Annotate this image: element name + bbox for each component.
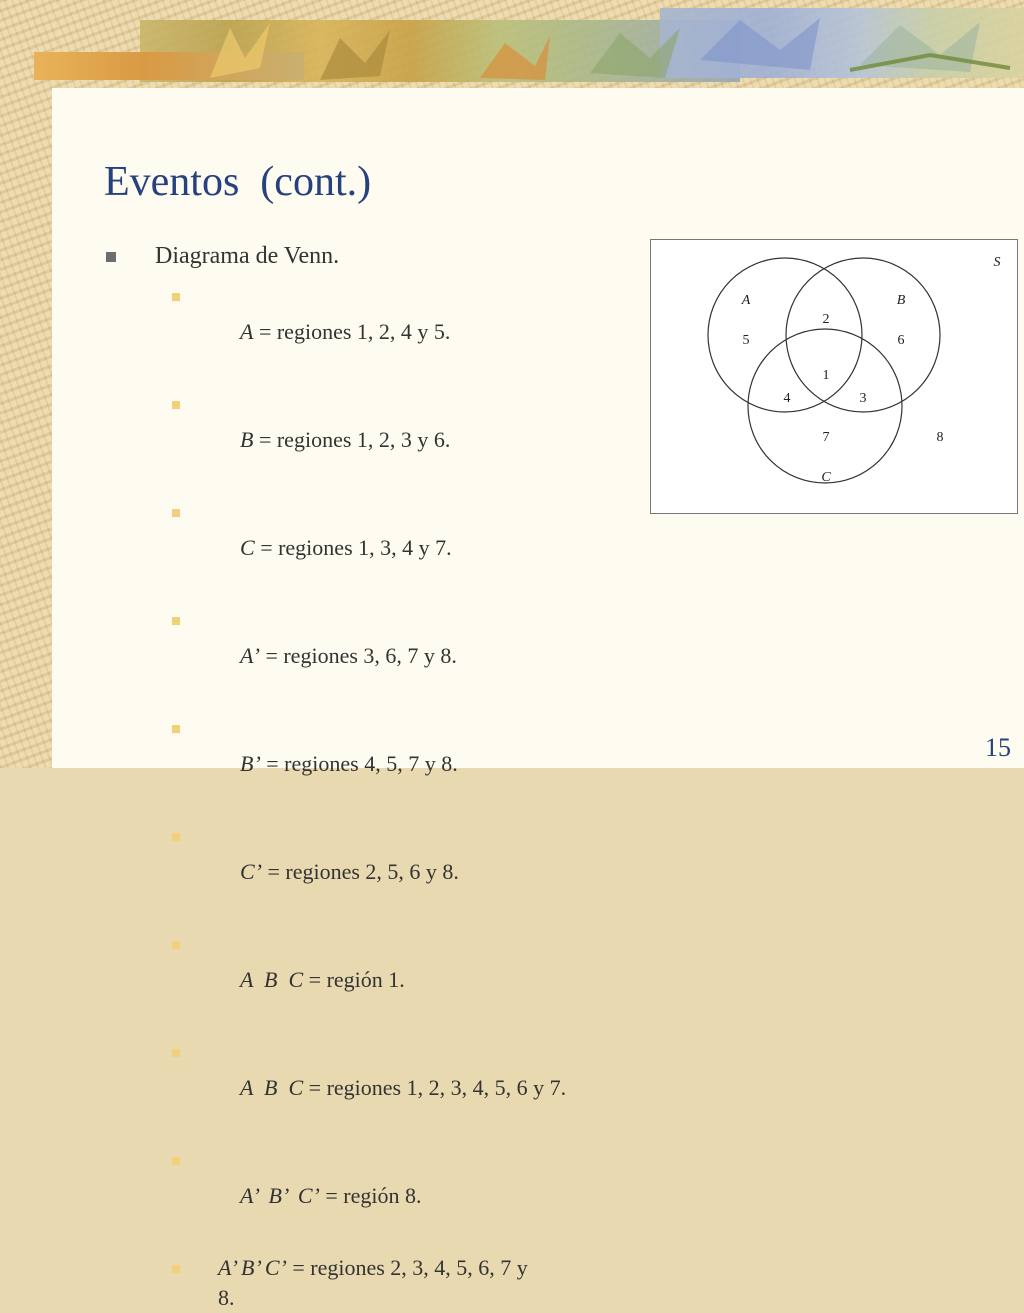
universe-label: S (993, 255, 1001, 270)
square-bullet-icon (106, 252, 116, 262)
square-bullet-icon (172, 833, 180, 841)
sub-bullet-text: = regiones 4, 5, 7 y 8. (260, 751, 458, 776)
sub-bullet-text: = regiones 3, 6, 7 y 8. (259, 643, 457, 668)
region-1: 1 (822, 368, 830, 383)
region-6: 6 (897, 333, 905, 348)
set-label-c: C (821, 470, 831, 485)
set-symbol: B (240, 427, 254, 452)
set-symbol: A’ B’ C’ (218, 1255, 287, 1280)
square-bullet-icon (172, 941, 180, 949)
sub-bullet-complement-intersection (100, 1142, 660, 1250)
sub-bullet-text: = regiones 2, 3, 4, 5, 6, 7 y 8. (218, 1255, 528, 1310)
set-symbol: A’ B’ C’ (240, 1183, 320, 1208)
set-symbol: A’ (240, 643, 260, 668)
sub-bullet-intersection (100, 926, 660, 1034)
region-5: 5 (742, 333, 750, 348)
main-bullet (100, 238, 660, 278)
region-3: 3 (859, 391, 867, 406)
square-bullet-icon (172, 293, 180, 301)
region-7: 7 (822, 430, 830, 445)
set-label-a: A (741, 293, 751, 308)
set-symbol: C (240, 535, 255, 560)
sub-bullet-b (100, 386, 660, 494)
square-bullet-icon (172, 401, 180, 409)
circle-a (708, 258, 862, 412)
set-label-b: B (896, 293, 906, 308)
main-bullet-text: Diagrama de Venn. (155, 243, 340, 269)
background-texture-left (0, 0, 58, 768)
square-bullet-icon (172, 1049, 180, 1057)
set-symbol: A (240, 319, 254, 344)
venn-diagram (650, 239, 1018, 514)
square-bullet-icon (172, 1157, 180, 1165)
set-symbol: A B C (240, 1075, 304, 1100)
square-bullet-icon (172, 1265, 180, 1273)
set-symbol: B’ (240, 751, 261, 776)
sub-bullet-text: = regiones 1, 2, 4 y 5. (253, 319, 451, 344)
circle-b (783, 258, 940, 412)
sub-bullet-a (100, 278, 660, 386)
bullet-list (100, 238, 660, 1313)
region-4: 4 (783, 391, 791, 406)
region-8: 8 (936, 430, 944, 445)
sub-bullet-text: = región 8. (319, 1183, 422, 1208)
page-number: 15 (985, 733, 1011, 762)
sub-bullet-text: = región 1. (303, 967, 405, 992)
sub-bullet-b-complement (100, 710, 660, 818)
sub-bullet-c (100, 494, 660, 602)
sub-bullet-text: = regiones 1, 2, 3 y 6. (253, 427, 451, 452)
square-bullet-icon (172, 617, 180, 625)
set-symbol: C’ (240, 859, 262, 884)
sub-bullet-complement-union (100, 1250, 548, 1313)
square-bullet-icon (172, 509, 180, 517)
circle-c (748, 329, 902, 483)
leaf-decoration-icon (150, 18, 750, 84)
venn-diagram-svg (651, 240, 1017, 513)
slide-title: Eventos (cont.) (104, 159, 372, 205)
leaf-decoration-right-icon (680, 10, 1024, 78)
square-bullet-icon (172, 725, 180, 733)
sub-bullet-text: = regiones 1, 2, 3, 4, 5, 6 y 7. (303, 1075, 567, 1100)
region-2: 2 (822, 312, 830, 327)
set-symbol: A B C (240, 967, 304, 992)
sub-bullet-a-complement (100, 602, 660, 710)
sub-bullet-c-complement (100, 818, 660, 926)
sub-bullet-text: = regiones 2, 5, 6 y 8. (262, 859, 459, 884)
sub-bullet-union (100, 1034, 660, 1142)
sub-bullet-text: = regiones 1, 3, 4 y 7. (254, 535, 452, 560)
